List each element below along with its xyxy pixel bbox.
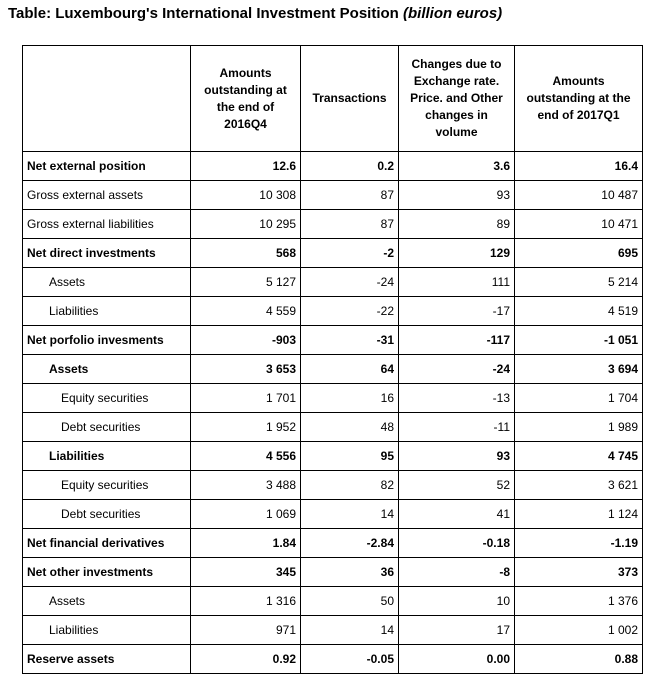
row-value: 1 316 xyxy=(191,587,301,616)
row-value: 3.6 xyxy=(399,152,515,181)
table-row xyxy=(23,268,643,297)
row-value: 1 952 xyxy=(191,413,301,442)
row-value: 111 xyxy=(399,268,515,297)
iip-table xyxy=(22,45,643,674)
row-value: 10 487 xyxy=(515,181,643,210)
row-value: -8 xyxy=(399,558,515,587)
row-value: 82 xyxy=(301,471,399,500)
row-label: Equity securities xyxy=(23,471,191,500)
row-label: Net other investments xyxy=(23,558,191,587)
row-value: 87 xyxy=(301,181,399,210)
row-label: Gross external liabilities xyxy=(23,210,191,239)
row-value: 16 xyxy=(301,384,399,413)
row-value: 5 214 xyxy=(515,268,643,297)
table-title-main: Table: Luxembourg's International Investment Position xyxy=(8,5,399,22)
table-row xyxy=(23,616,643,645)
row-label: Reserve assets xyxy=(23,645,191,674)
row-value: -1 051 xyxy=(515,326,643,355)
row-value: 48 xyxy=(301,413,399,442)
table-row xyxy=(23,442,643,471)
row-value: 4 519 xyxy=(515,297,643,326)
row-value: 87 xyxy=(301,210,399,239)
row-value: 971 xyxy=(191,616,301,645)
row-value: -0.05 xyxy=(301,645,399,674)
row-value: 14 xyxy=(301,500,399,529)
table-row xyxy=(23,210,643,239)
row-label: Assets xyxy=(23,355,191,384)
table-title xyxy=(8,5,502,22)
row-value: 0.88 xyxy=(515,645,643,674)
table-row xyxy=(23,500,643,529)
row-value: 1 002 xyxy=(515,616,643,645)
row-value: -903 xyxy=(191,326,301,355)
row-label: Net porfolio invesments xyxy=(23,326,191,355)
table-row xyxy=(23,355,643,384)
row-value: -31 xyxy=(301,326,399,355)
row-label: Debt securities xyxy=(23,413,191,442)
header-cell-changes: Changes due to Exchange rate. Price. and Other changes in volume xyxy=(399,46,515,152)
row-value: 64 xyxy=(301,355,399,384)
row-value: 16.4 xyxy=(515,152,643,181)
row-value: -0.18 xyxy=(399,529,515,558)
row-value: 1.84 xyxy=(191,529,301,558)
row-value: -24 xyxy=(399,355,515,384)
row-value: 4 559 xyxy=(191,297,301,326)
row-value: 0.92 xyxy=(191,645,301,674)
row-value: 4 745 xyxy=(515,442,643,471)
row-value: -13 xyxy=(399,384,515,413)
row-value: 568 xyxy=(191,239,301,268)
row-value: -2.84 xyxy=(301,529,399,558)
row-value: 129 xyxy=(399,239,515,268)
row-value: 17 xyxy=(399,616,515,645)
row-value: 3 694 xyxy=(515,355,643,384)
row-value: 95 xyxy=(301,442,399,471)
row-value: 41 xyxy=(399,500,515,529)
row-value: 14 xyxy=(301,616,399,645)
row-value: 5 127 xyxy=(191,268,301,297)
table-row xyxy=(23,239,643,268)
row-value: 3 488 xyxy=(191,471,301,500)
row-value: 93 xyxy=(399,442,515,471)
row-value: 1 989 xyxy=(515,413,643,442)
row-label: Debt securities xyxy=(23,500,191,529)
row-value: 1 124 xyxy=(515,500,643,529)
row-label: Liabilities xyxy=(23,297,191,326)
row-value: 52 xyxy=(399,471,515,500)
row-value: -2 xyxy=(301,239,399,268)
row-value: 0.2 xyxy=(301,152,399,181)
row-value: -24 xyxy=(301,268,399,297)
table-row xyxy=(23,297,643,326)
row-value: -11 xyxy=(399,413,515,442)
row-value: -117 xyxy=(399,326,515,355)
row-label: Net direct investments xyxy=(23,239,191,268)
row-value: -1.19 xyxy=(515,529,643,558)
row-value: 3 621 xyxy=(515,471,643,500)
row-value: 10 295 xyxy=(191,210,301,239)
header-cell-label xyxy=(23,46,191,152)
table-row xyxy=(23,471,643,500)
row-label: Equity securities xyxy=(23,384,191,413)
table-row xyxy=(23,558,643,587)
row-value: 1 701 xyxy=(191,384,301,413)
table-row xyxy=(23,645,643,674)
row-value: 10 471 xyxy=(515,210,643,239)
header-cell-transactions: Transactions xyxy=(301,46,399,152)
table-row xyxy=(23,413,643,442)
table-title-unit: (billion euros) xyxy=(403,5,503,22)
row-value: 50 xyxy=(301,587,399,616)
row-value: 0.00 xyxy=(399,645,515,674)
row-value: 1 704 xyxy=(515,384,643,413)
header-row xyxy=(23,46,643,152)
row-value: 373 xyxy=(515,558,643,587)
table-row xyxy=(23,384,643,413)
header-cell-2017q1: Amounts outstanding at the end of 2017Q1 xyxy=(515,46,643,152)
table-row xyxy=(23,152,643,181)
table-row xyxy=(23,181,643,210)
row-value: 4 556 xyxy=(191,442,301,471)
table-row xyxy=(23,529,643,558)
row-value: 345 xyxy=(191,558,301,587)
table-row xyxy=(23,587,643,616)
row-value: -22 xyxy=(301,297,399,326)
table-body xyxy=(23,152,643,674)
row-label: Net financial derivatives xyxy=(23,529,191,558)
row-label: Liabilities xyxy=(23,616,191,645)
row-value: 1 069 xyxy=(191,500,301,529)
row-value: 1 376 xyxy=(515,587,643,616)
row-value: 89 xyxy=(399,210,515,239)
row-label: Net external position xyxy=(23,152,191,181)
row-value: 3 653 xyxy=(191,355,301,384)
row-label: Assets xyxy=(23,268,191,297)
row-value: 695 xyxy=(515,239,643,268)
row-label: Liabilities xyxy=(23,442,191,471)
row-value: 36 xyxy=(301,558,399,587)
row-label: Assets xyxy=(23,587,191,616)
row-value: 93 xyxy=(399,181,515,210)
row-value: -17 xyxy=(399,297,515,326)
table-row xyxy=(23,326,643,355)
row-value: 10 308 xyxy=(191,181,301,210)
row-value: 12.6 xyxy=(191,152,301,181)
header-cell-2016q4: Amounts outstanding at the end of 2016Q4 xyxy=(191,46,301,152)
row-value: 10 xyxy=(399,587,515,616)
row-label: Gross external assets xyxy=(23,181,191,210)
